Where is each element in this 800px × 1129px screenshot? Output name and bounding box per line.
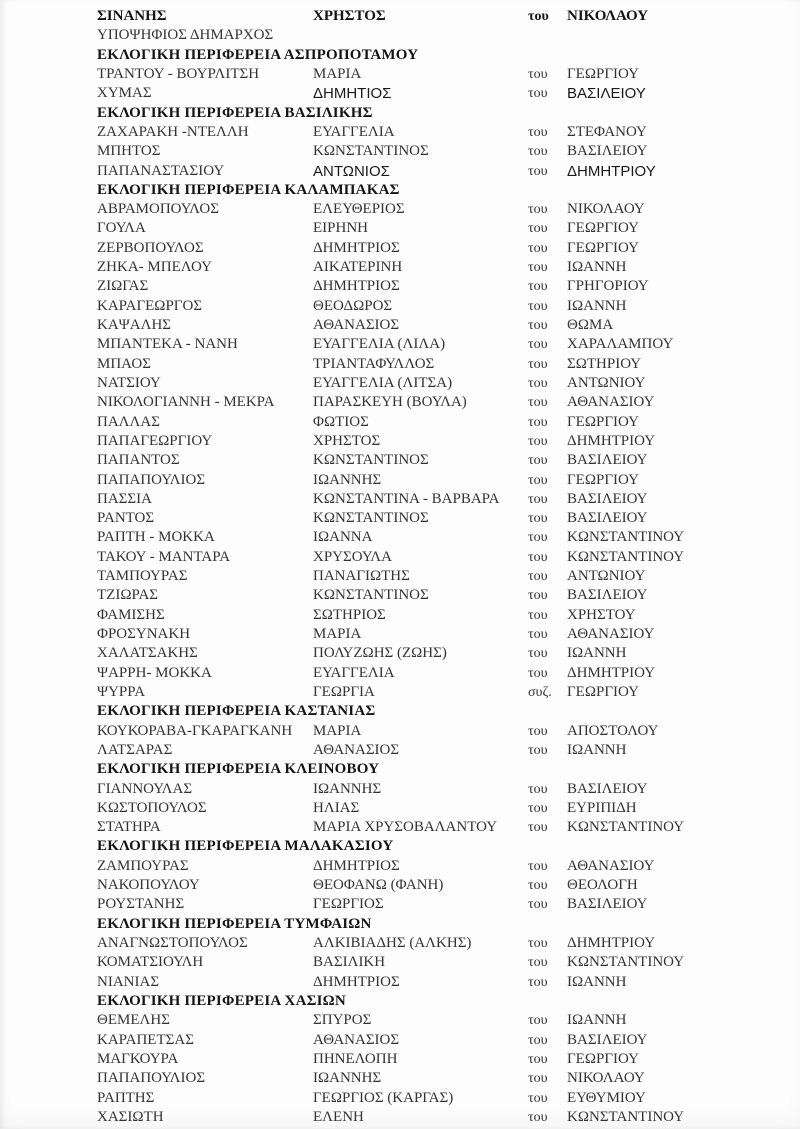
candidate-given-name: ΑΙΚΑΤΕΡΙΝΗ	[313, 259, 403, 276]
father-name: ΧΡΗΣΤΟΥ	[567, 606, 636, 623]
section-title: ΕΚΛΟΓΙΚΗ ΠΕΡΙΦΕΡΕΙΑ ΚΑΣΤΑΝΙΑΣ	[97, 703, 376, 720]
candidate-row	[0, 973, 800, 992]
filiation-particle: του	[528, 665, 548, 681]
candidate-given-name: ΚΩΝΣΤΑΝΤΙΝΟΣ	[313, 143, 429, 160]
father-name: ΒΑΣΙΛΕΙΟΥ	[567, 452, 648, 469]
filiation-particle: του	[528, 1090, 548, 1106]
candidate-surname: ΤΡΑΝΤΟΥ - ΒΟΥΡΛΙΤΣΗ	[97, 65, 260, 82]
candidate-given-name: ΕΥΑΓΓΕΛΙΑ	[313, 664, 395, 681]
candidate-row	[0, 65, 800, 84]
candidate-given-name: ΚΩΝΣΤΑΝΤΙΝΟΣ	[313, 452, 429, 469]
candidate-row	[0, 509, 800, 528]
candidate-given-name: ΕΛΕΝΗ	[313, 1108, 364, 1125]
father-name: ΒΑΣΙΛΕΙΟΥ	[567, 1031, 648, 1048]
candidate-given-name: ΕΥΑΓΓΕΛΙΑ	[313, 123, 395, 140]
candidate-row	[0, 625, 800, 644]
father-name: ΘΕΟΛΟΓΗ	[567, 877, 638, 894]
leader-subtitle	[0, 26, 800, 45]
candidate-given-name: ΔΗΜΗΤΡΙΟΣ	[313, 239, 400, 256]
candidate-surname: ΝΑΤΣΙΟΥ	[97, 374, 161, 391]
father-name: ΑΘΑΝΑΣΙΟΥ	[567, 626, 655, 642]
filiation-particle: του	[528, 318, 548, 333]
candidate-surname: ΜΑΓΚΟΥΡΑ	[97, 1050, 179, 1067]
father-name: ΓΕΩΡΓΙΟΥ	[567, 239, 639, 256]
candidate-surname: ΤΖΙΩΡΑΣ	[97, 587, 159, 604]
candidate-given-name: ΕΥΑΓΓΕΛΙΑ (ΛΙΛΑ)	[313, 336, 446, 353]
candidate-row	[0, 1089, 800, 1108]
filiation-particle: του	[528, 1013, 548, 1029]
candidate-row	[0, 200, 800, 219]
father-name: ΙΩΑΝΝΗ	[567, 973, 627, 990]
filiation-particle: του	[528, 260, 548, 276]
father-name: ΓΕΩΡΓΙΟΥ	[567, 1050, 639, 1067]
candidate-surname: ΓΟΥΛΑ	[97, 220, 146, 237]
candidate-given-name: ΑΘΑΝΑΣΙΟΣ	[313, 317, 400, 333]
candidate-given-name: ΚΩΝΣΤΑΝΤΙΝΟΣ	[313, 510, 429, 527]
candidate-row	[0, 142, 800, 161]
candidate-row	[0, 277, 800, 296]
candidate-given-name: ΗΛΙΑΣ	[313, 799, 360, 816]
candidate-surname: ΚΑΨΑΛΗΣ	[97, 317, 172, 333]
candidate-given-name: ΙΩΑΝΝΗΣ	[313, 1070, 382, 1087]
candidate-surname: ΤΑΜΠΟΥΡΑΣ	[97, 568, 188, 585]
candidate-surname: ΡΑΝΤΟΣ	[97, 510, 155, 527]
candidate-row	[0, 586, 800, 605]
candidate-given-name: ΧΡΥΣΟΥΛΑ	[313, 548, 392, 565]
filiation-particle: του	[528, 1051, 548, 1067]
candidate-given-name: ΚΩΝΣΤΑΝΤΙΝΑ - ΒΑΡΒΑΡΑ	[313, 490, 500, 507]
filiation-particle: του	[528, 395, 548, 411]
candidate-row	[0, 490, 800, 509]
candidate-given-name: ΓΕΩΡΓΙΟΣ	[313, 896, 384, 913]
candidate-row	[0, 471, 800, 490]
candidate-surname: ΖΙΩΓΑΣ	[97, 278, 149, 295]
father-name: ΚΩΝΣΤΑΝΤΙΝΟΥ	[567, 529, 685, 546]
candidate-surname: ΝΙΑΝΙΑΣ	[97, 973, 160, 990]
father-name: ΓΕΩΡΓΙΟΥ	[567, 65, 639, 82]
candidate-row	[0, 355, 800, 374]
sections-container	[0, 46, 800, 1128]
filiation-particle: του	[528, 936, 548, 951]
filiation-particle: του	[528, 974, 548, 990]
father-name: ΘΩΜΑ	[567, 317, 614, 333]
section-title: ΕΚΛΟΓΙΚΗ ΠΕΡΙΦΕΡΕΙΑ ΜΑΛΑΚΑΣΙΟΥ	[97, 838, 394, 855]
candidate-row	[0, 876, 800, 895]
candidate-surname: ΖΑΜΠΟΥΡΑΣ	[97, 857, 189, 874]
candidate-surname: ΜΠΑΟΣ	[97, 355, 151, 372]
candidate-given-name: ΔΗΜΗΤΡΙΟΣ	[313, 857, 400, 874]
candidate-surname: ΚΩΣΤΟΠΟΥΛΟΣ	[97, 799, 207, 816]
candidate-row	[0, 799, 800, 818]
father-name: ΓΕΩΡΓΙΟΥ	[567, 413, 639, 430]
candidate-row	[0, 895, 800, 914]
candidate-row	[0, 1050, 800, 1069]
candidate-surname: ΖΕΡΒΟΠΟΥΛΟΣ	[97, 239, 204, 256]
candidate-surname: ΜΠΗΤΟΣ	[97, 143, 161, 160]
filiation-particle: του	[528, 453, 548, 469]
candidate-given-name: ΣΩΤΗΡΙΟΣ	[313, 606, 386, 623]
filiation-particle: του	[528, 433, 548, 449]
candidate-given-name: ΚΩΝΣΤΑΝΤΙΝΟΣ	[313, 587, 429, 604]
leader-subtitle-text: ΥΠΟΨΗΦΙΟΣ ΔΗΜΑΡΧΟΣ	[97, 27, 274, 44]
filiation-particle: του	[528, 607, 548, 623]
candidate-surname: ΜΠΑΝΤΕΚΑ - ΝΑΝΗ	[97, 336, 238, 353]
father-name: ΒΑΣΙΛΕΙΟΥ	[567, 490, 648, 507]
candidate-row	[0, 567, 800, 586]
candidate-row	[0, 1069, 800, 1088]
candidate-given-name: ΑΝΤΩΝΙΟΣ	[313, 162, 390, 180]
candidate-given-name: ΦΩΤΙΟΣ	[313, 413, 369, 430]
candidate-given-name: ΔΗΜΗΤΡΙΟΣ	[313, 278, 400, 295]
filiation-particle: του	[528, 627, 548, 642]
candidate-given-name: ΙΩΑΝΝΗΣ	[313, 780, 382, 797]
candidate-row	[0, 780, 800, 799]
candidate-row	[0, 548, 800, 567]
candidate-row	[0, 1031, 800, 1050]
filiation-particle: του	[528, 781, 548, 797]
filiation-particle: του	[528, 897, 548, 913]
candidate-surname: ΘΕΜΕΛΗΣ	[97, 1012, 170, 1029]
father-name: ΧΑΡΑΛΑΜΠΟΥ	[567, 336, 674, 353]
filiation-particle: του	[528, 202, 548, 218]
father-name: ΑΘΑΝΑΣΙΟΥ	[567, 394, 655, 411]
candidate-row	[0, 1108, 800, 1127]
filiation-particle: του	[528, 375, 548, 391]
candidate-row	[0, 1011, 800, 1030]
candidate-row	[0, 451, 800, 470]
father-name: ΒΑΣΙΛΕΙΟΥ	[567, 510, 648, 527]
candidate-row	[0, 258, 800, 277]
candidate-given-name: ΜΑΡΙΑ ΧΡΥΣΟΒΑΛΑΝΤΟΥ	[313, 819, 498, 836]
candidate-row	[0, 316, 800, 335]
filiation-particle: του	[528, 1071, 548, 1087]
candidate-row	[0, 393, 800, 412]
candidate-surname: ΤΑΚΟΥ - ΜΑΝΤΑΡΑ	[97, 548, 231, 565]
father-name: ΝΙΚΟΛΑΟΥ	[567, 201, 645, 218]
filiation-particle: του	[528, 800, 548, 816]
filiation-particle: του	[528, 472, 548, 488]
candidate-row	[0, 162, 800, 181]
candidate-given-name: ΠΑΝΑΓΙΩΤΗΣ	[313, 568, 410, 585]
candidate-row	[0, 219, 800, 238]
father-name: ΔΗΜΗΤΡΙΟΥ	[567, 935, 656, 951]
leader-filiation-particle: του	[528, 9, 549, 24]
filiation-particle: του	[528, 820, 548, 836]
filiation-particle: του	[528, 414, 548, 430]
candidate-surname: ΧΥΜΑΣ	[97, 85, 152, 102]
candidate-row	[0, 432, 800, 451]
candidate-surname: ΠΑΣΣΙΑ	[97, 490, 152, 507]
candidate-row	[0, 722, 800, 741]
candidate-row	[0, 335, 800, 354]
section-title: ΕΚΛΟΓΙΚΗ ΠΕΡΙΦΕΡΕΙΑ ΧΑΣΙΩΝ	[97, 992, 346, 1009]
father-name: ΕΥΘΥΜΙΟΥ	[567, 1089, 646, 1106]
candidate-given-name: ΘΕΟΔΩΡΟΣ	[313, 297, 393, 314]
candidate-surname: ΧΑΛΑΤΣΑΚΗΣ	[97, 645, 198, 662]
filiation-particle: του	[528, 221, 548, 237]
father-name: ΒΑΣΙΛΕΙΟΥ	[567, 587, 648, 604]
filiation-particle: του	[528, 530, 548, 546]
candidate-given-name: ΕΥΑΓΓΕΛΙΑ (ΛΙΤΣΑ)	[313, 374, 453, 391]
candidate-row	[0, 741, 800, 760]
candidate-given-name: ΣΠΥΡΟΣ	[313, 1012, 372, 1029]
candidate-surname: ΠΑΠΑΠΟΥΛΙΟΣ	[97, 471, 206, 488]
candidate-row	[0, 644, 800, 663]
candidate-given-name: ΓΕΩΡΓΙΑ	[313, 683, 375, 700]
candidate-given-name: ΑΘΑΝΑΣΙΟΣ	[313, 1031, 400, 1048]
candidate-surname: ΚΟΜΑΤΣΙΟΥΛΗ	[97, 954, 204, 971]
father-name: ΑΝΤΩΝΙΟΥ	[567, 374, 646, 391]
father-name: ΙΩΑΝΝΗ	[567, 297, 627, 314]
father-name: ΙΩΑΝΝΗ	[567, 741, 627, 758]
father-name: ΚΩΝΣΤΑΝΤΙΝΟΥ	[567, 954, 685, 971]
father-name: ΔΗΜΗΤΡΙΟΥ	[567, 432, 656, 449]
candidate-row	[0, 664, 800, 683]
filiation-particle: του	[528, 1032, 548, 1048]
candidate-surname: ΓΙΑΝΝΟΥΛΑΣ	[97, 780, 193, 797]
father-name: ΙΩΑΝΝΗ	[567, 1012, 627, 1029]
candidate-surname: ΣΤΑΤΗΡΑ	[97, 819, 161, 836]
candidate-row	[0, 953, 800, 972]
candidate-surname: ΡΑΠΤΗ - ΜΟΚΚΑ	[97, 529, 215, 546]
filiation-particle: του	[528, 878, 548, 894]
candidate-given-name: ΜΑΡΙΑ	[313, 65, 362, 82]
candidate-given-name: ΙΩΑΝΝΗΣ	[313, 471, 382, 488]
filiation-particle: του	[528, 356, 548, 372]
father-name: ΕΥΡΙΠΙΔΗ	[567, 799, 637, 816]
father-name: ΣΩΤΗΡΙΟΥ	[567, 355, 642, 372]
father-name: ΝΙΚΟΛΑΟΥ	[567, 1070, 645, 1087]
candidate-surname: ΑΝΑΓΝΩΣΤΟΠΟΥΛΟΣ	[97, 935, 248, 951]
candidate-surname: ΚΑΡΑΠΕΤΣΑΣ	[97, 1031, 194, 1048]
candidate-surname: ΠΑΠΑΝΤΟΣ	[97, 452, 180, 469]
candidate-row	[0, 528, 800, 547]
father-name: ΙΩΑΝΝΗ	[567, 259, 627, 276]
candidate-given-name: ΠΑΡΑΣΚΕΥΗ (ΒΟΥΛΑ)	[313, 394, 467, 411]
candidate-surname: ΛΑΤΣΑΡΑΣ	[97, 741, 173, 758]
candidate-given-name: ΔΗΜΗΤΙΟΣ	[313, 85, 392, 103]
father-name: ΒΑΣΙΛΕΙΟΥ	[567, 780, 648, 797]
filiation-particle: του	[528, 742, 548, 758]
filiation-particle: του	[528, 279, 548, 295]
candidate-surname: ΠΑΠΑΓΕΩΡΓΙΟΥ	[97, 432, 213, 449]
filiation-particle: του	[528, 1109, 548, 1125]
candidate-surname: ΖΗΚΑ- ΜΠΕΛΟΥ	[97, 259, 212, 276]
filiation-particle: του	[528, 144, 548, 160]
father-name: ΑΝΤΩΝΙΟΥ	[567, 568, 646, 585]
filiation-particle: του	[528, 723, 548, 739]
filiation-particle: του	[528, 163, 548, 179]
candidate-row	[0, 413, 800, 432]
filiation-particle: του	[528, 549, 548, 565]
father-name: ΚΩΝΣΤΑΝΤΙΝΟΥ	[567, 1108, 685, 1125]
candidate-given-name: ΘΕΟΦΑΝΩ (ΦΑΝΗ)	[313, 877, 444, 894]
filiation-particle: του	[528, 124, 548, 140]
candidate-surname: ΡΑΠΤΗΣ	[97, 1089, 155, 1106]
father-name: ΒΑΣΙΛΕΙΟΥ	[567, 143, 648, 160]
candidate-row	[0, 123, 800, 142]
filiation-particle: συζ.	[528, 684, 552, 700]
candidate-surname: ΝΑΚΟΠΟΥΛΟΥ	[97, 877, 200, 894]
candidate-given-name: ΙΩΑΝΝΑ	[313, 529, 373, 546]
filiation-particle: του	[528, 955, 548, 971]
candidate-given-name: ΠΟΛΥΖΩΗΣ (ΖΩΗΣ)	[313, 645, 447, 662]
section-title: ΕΚΛΟΓΙΚΗ ΠΕΡΙΦΕΡΕΙΑ ΑΣΠΡΟΠΟΤΑΜΟΥ	[97, 46, 419, 63]
section-title: ΕΚΛΟΓΙΚΗ ΠΕΡΙΦΕΡΕΙΑ ΚΛΕΙΝΟΒΟΥ	[97, 761, 380, 778]
father-name: ΔΗΜΗΤΡΙΟΥ	[567, 162, 656, 180]
leader-row	[0, 7, 800, 26]
candidate-given-name: ΑΘΑΝΑΣΙΟΣ	[313, 741, 400, 758]
father-name: ΣΤΕΦΑΝΟΥ	[567, 123, 647, 140]
candidate-row	[0, 239, 800, 258]
candidate-surname: ΧΑΣΙΩΤΗ	[97, 1108, 164, 1125]
father-name: ΓΕΩΡΓΙΟΥ	[567, 683, 639, 700]
candidate-row	[0, 606, 800, 625]
leader-given-name: ΧΡΗΣΤΟΣ	[313, 8, 386, 24]
candidate-given-name: ΒΑΣΙΛΙΚΗ	[313, 954, 386, 971]
filiation-particle: του	[528, 588, 548, 604]
father-name: ΓΕΩΡΓΙΟΥ	[567, 471, 639, 488]
father-name: ΙΩΑΝΝΗ	[567, 645, 627, 662]
candidate-surname: ΚΑΡΑΓΕΩΡΓΟΣ	[97, 297, 203, 314]
candidate-given-name: ΧΡΗΣΤΟΣ	[313, 432, 381, 449]
candidate-given-name: ΑΛΚΙΒΙΑΔΗΣ (ΑΛΚΗΣ)	[313, 935, 472, 951]
filiation-particle: του	[528, 337, 548, 353]
candidate-given-name: ΜΑΡΙΑ	[313, 722, 362, 739]
candidate-surname: ΚΟΥΚΟΡΑΒΑ-ΓΚΑΡΑΓΚΑΝΗ	[97, 722, 293, 739]
filiation-particle: του	[528, 298, 548, 314]
filiation-particle: του	[528, 240, 548, 256]
filiation-particle: του	[528, 858, 548, 874]
father-name: ΓΡΗΓΟΡΙΟΥ	[567, 278, 649, 295]
father-name: ΓΕΩΡΓΙΟΥ	[567, 220, 639, 237]
candidate-given-name: ΜΑΡΙΑ	[313, 626, 362, 642]
father-name: ΒΑΣΙΛΕΙΟΥ	[567, 85, 646, 103]
father-name: ΔΗΜΗΤΡΙΟΥ	[567, 664, 656, 681]
candidate-surname: ΝΙΚΟΛΟΓΙΑΝΝΗ - ΜΕΚΡΑ	[97, 394, 275, 411]
leader-surname: ΣΙΝΑΝΗΣ	[97, 8, 167, 24]
father-name: ΚΩΝΣΤΑΝΤΙΝΟΥ	[567, 548, 685, 565]
leader-father-name: ΝΙΚΟΛΑΟΥ	[567, 8, 649, 24]
filiation-particle: του	[528, 646, 548, 662]
candidate-given-name: ΕΙΡΗΝΗ	[313, 220, 368, 237]
candidate-surname: ΠΑΠΑΠΟΥΛΙΟΣ	[97, 1070, 206, 1087]
candidate-surname: ΠΑΠΑΝΑΣΤΑΣΙΟΥ	[97, 162, 225, 179]
candidate-row	[0, 374, 800, 393]
section-title: ΕΚΛΟΓΙΚΗ ΠΕΡΙΦΕΡΕΙΑ ΚΑΛΑΜΠΑΚΑΣ	[97, 181, 400, 198]
filiation-particle: του	[528, 86, 548, 102]
father-name: ΒΑΣΙΛΕΙΟΥ	[567, 896, 648, 913]
section-title: ΕΚΛΟΓΙΚΗ ΠΕΡΙΦΕΡΕΙΑ ΒΑΣΙΛΙΚΗΣ	[97, 104, 373, 121]
candidate-row	[0, 683, 800, 702]
candidate-surname: ΨΑΡΡΗ- ΜΟΚΚΑ	[97, 664, 212, 681]
candidate-row	[0, 297, 800, 316]
filiation-particle: του	[528, 491, 548, 507]
candidate-given-name: ΕΛΕΥΘΕΡΙΟΣ	[313, 201, 405, 218]
candidate-given-name: ΠΗΝΕΛΟΠΗ	[313, 1050, 398, 1067]
filiation-particle: του	[528, 511, 548, 527]
candidate-surname: ΦΡΟΣΥΝΑΚΗ	[97, 626, 191, 642]
father-name: ΚΩΝΣΤΑΝΤΙΝΟΥ	[567, 819, 685, 836]
father-name: ΑΠΟΣΤΟΛΟΥ	[567, 722, 659, 739]
candidate-row	[0, 818, 800, 837]
candidate-surname: ΑΒΡΑΜΟΠΟΥΛΟΣ	[97, 201, 219, 218]
filiation-particle: του	[528, 66, 548, 82]
candidate-given-name: ΤΡΙΑΝΤΑΦΥΛΛΟΣ	[313, 355, 435, 372]
candidate-row	[0, 934, 800, 953]
candidate-surname: ΡΟΥΣΤΑΝΗΣ	[97, 896, 185, 913]
father-name: ΑΘΑΝΑΣΙΟΥ	[567, 857, 655, 874]
filiation-particle: του	[528, 569, 548, 585]
section-title: ΕΚΛΟΓΙΚΗ ΠΕΡΙΦΕΡΕΙΑ ΤΥΜΦΑΙΩΝ	[97, 915, 372, 932]
candidate-surname: ΠΑΛΛΑΣ	[97, 413, 160, 430]
candidate-row	[0, 857, 800, 876]
candidate-row	[0, 84, 800, 103]
candidate-given-name: ΓΕΩΡΓΙΟΣ (ΚΑΡΓΑΣ)	[313, 1089, 454, 1106]
candidate-surname: ΦΑΜΙΣΗΣ	[97, 606, 165, 623]
candidate-surname: ΖΑΧΑΡΑΚΗ -ΝΤΕΛΛΗ	[97, 123, 249, 140]
candidate-surname: ΨΥΡΡΑ	[97, 683, 146, 700]
candidate-given-name: ΔΗΜΗΤΡΙΟΣ	[313, 973, 400, 990]
